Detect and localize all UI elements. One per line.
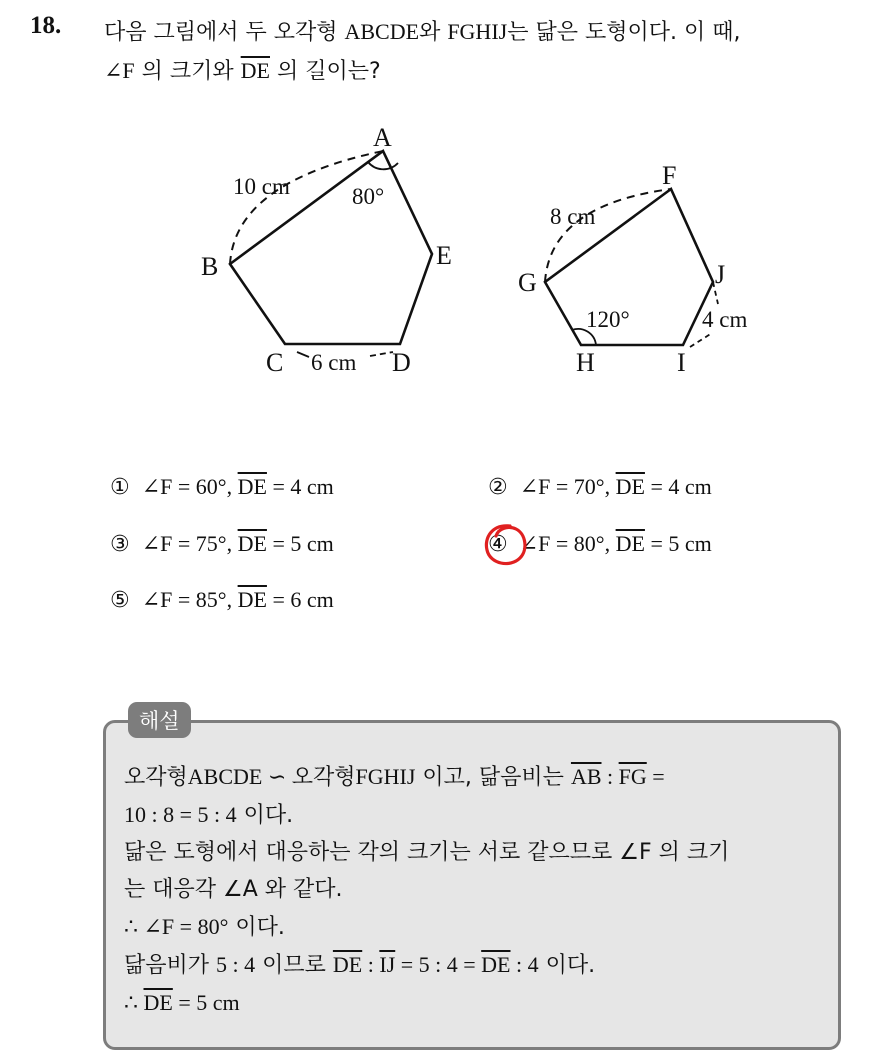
choice-number: ⑤ bbox=[110, 588, 130, 613]
choice-segment: $\overline{DE}$ bbox=[237, 474, 267, 499]
dimension-tick-c bbox=[297, 352, 309, 357]
solution-math: ∴ ∠F = 80° bbox=[124, 914, 229, 939]
vertex-label-g: G bbox=[518, 268, 537, 297]
segment-ij: $\overline{IJ}$ bbox=[379, 952, 396, 977]
solution-tag: 해설 bbox=[128, 702, 191, 738]
solution-math: = 5 : 4 = bbox=[395, 952, 482, 977]
solution-math: = bbox=[646, 764, 665, 789]
choice-number: ① bbox=[110, 475, 130, 500]
choice-text: ∠F = 80°, bbox=[519, 531, 616, 556]
solution-text: 닮음비가 bbox=[124, 953, 217, 978]
angle-label-h: 120° bbox=[586, 307, 630, 332]
choice-number: ③ bbox=[110, 532, 130, 557]
question-text-part: 와 bbox=[419, 20, 448, 45]
choice-number: ② bbox=[488, 475, 508, 500]
angle-arc-a bbox=[368, 162, 398, 169]
choice-2[interactable] bbox=[488, 474, 712, 500]
angle-label-a: 80° bbox=[352, 184, 385, 209]
solution-text: 이다. bbox=[236, 803, 294, 828]
solution-math: : bbox=[601, 764, 619, 789]
pentagon-abcde bbox=[201, 123, 452, 377]
segment-fg: $\overline{FG}$ bbox=[618, 764, 647, 789]
choice-length: = 5 cm bbox=[644, 531, 712, 556]
vertex-label-d: D bbox=[392, 348, 411, 377]
solution-math: = 5 cm bbox=[172, 990, 240, 1015]
solution-line-5 bbox=[124, 908, 834, 946]
question-text-part: 의 길이는? bbox=[270, 59, 381, 84]
choice-length: = 4 cm bbox=[266, 474, 334, 499]
choice-number: ④ bbox=[488, 532, 508, 557]
solution-line-1 bbox=[124, 758, 834, 796]
solution-math: FGHIJ bbox=[355, 764, 416, 789]
solution-body bbox=[124, 758, 834, 1022]
choice-segment: $\overline{DE}$ bbox=[237, 531, 267, 556]
choice-length: = 5 cm bbox=[266, 531, 334, 556]
choice-text: ∠F = 60°, bbox=[141, 474, 238, 499]
angle-f-symbol: ∠F bbox=[104, 58, 135, 83]
choice-5[interactable] bbox=[110, 587, 334, 613]
choice-segment: $\overline{DE}$ bbox=[615, 531, 645, 556]
segment-de: $\overline{DE}$ bbox=[332, 952, 363, 977]
choice-segment: $\overline{DE}$ bbox=[615, 474, 645, 499]
solution-math: 5 : 4 bbox=[216, 952, 256, 977]
segment-de: $\overline{DE}$ bbox=[143, 990, 173, 1015]
solution-line-2 bbox=[124, 796, 834, 834]
solution-text: 이다. bbox=[538, 953, 596, 978]
solution-text: 이고, 닮음비는 bbox=[415, 765, 571, 790]
solution-text: 오각형 bbox=[124, 765, 188, 790]
vertex-label-e: E bbox=[436, 241, 452, 270]
choice-segment: $\overline{DE}$ bbox=[237, 587, 267, 612]
choice-length: = 4 cm bbox=[644, 474, 712, 499]
side-label-fg: 8 cm bbox=[550, 204, 596, 229]
pentagon-name-abcde: ABCDE bbox=[344, 19, 420, 44]
pentagon-name-fghij: FGHIJ bbox=[447, 19, 508, 44]
question-text-part: 의 크기와 bbox=[134, 59, 241, 84]
red-circle-stroke bbox=[486, 526, 525, 564]
segment-de: $\overline{DE}$ bbox=[240, 58, 270, 83]
solution-text: 이다. bbox=[228, 915, 285, 940]
solution-math: ∴ bbox=[124, 990, 144, 1015]
vertex-label-i: I bbox=[677, 348, 686, 377]
question-text-part: 다음 그림에서 두 오각형 bbox=[104, 20, 345, 45]
vertex-label-h: H bbox=[576, 348, 595, 377]
dimension-tick-i bbox=[690, 333, 712, 347]
question-number: 18. bbox=[30, 12, 62, 39]
vertex-label-f: F bbox=[662, 161, 677, 190]
solution-math: : bbox=[362, 952, 380, 977]
choice-length: = 6 cm bbox=[266, 587, 334, 612]
vertex-label-b: B bbox=[201, 252, 219, 281]
choice-text: ∠F = 85°, bbox=[141, 587, 238, 612]
question-text-part: 는 닮은 도형이다. 이 때, bbox=[507, 20, 741, 45]
side-label-ij: 4 cm bbox=[702, 307, 748, 332]
solution-math: 10 : 8 = 5 : 4 bbox=[124, 802, 237, 827]
pentagon-fghij bbox=[518, 161, 747, 377]
choice-3[interactable] bbox=[110, 531, 334, 557]
segment-ab: $\overline{AB}$ bbox=[570, 764, 602, 789]
vertex-label-a: A bbox=[373, 123, 392, 152]
solution-line-3: 닮은 도형에서 대응하는 각의 크기는 서로 같으므로 ∠F 의 크기 bbox=[124, 840, 730, 865]
side-label-cd: 6 cm bbox=[311, 350, 357, 375]
answer-circle-mark bbox=[480, 520, 530, 570]
pentagons-figure bbox=[0, 0, 884, 420]
solution-line-4: 는 대응각 ∠A 와 같다. bbox=[124, 877, 343, 902]
solution-math: : 4 bbox=[510, 952, 539, 977]
solution-line-7 bbox=[124, 984, 834, 1022]
dimension-tick-d bbox=[370, 352, 393, 356]
vertex-label-j: J bbox=[715, 260, 726, 289]
solution-math: ABCDE ∽ bbox=[187, 764, 292, 789]
side-label-ab: 10 cm bbox=[233, 174, 290, 199]
solution-text: 이므로 bbox=[255, 953, 333, 978]
choice-text: ∠F = 75°, bbox=[141, 531, 238, 556]
segment-de: $\overline{DE}$ bbox=[481, 952, 511, 977]
vertex-label-c: C bbox=[266, 348, 284, 377]
solution-text: 오각형 bbox=[291, 765, 356, 790]
solution-line-6 bbox=[124, 946, 834, 984]
choice-1[interactable] bbox=[110, 474, 334, 500]
choice-text: ∠F = 70°, bbox=[519, 474, 616, 499]
